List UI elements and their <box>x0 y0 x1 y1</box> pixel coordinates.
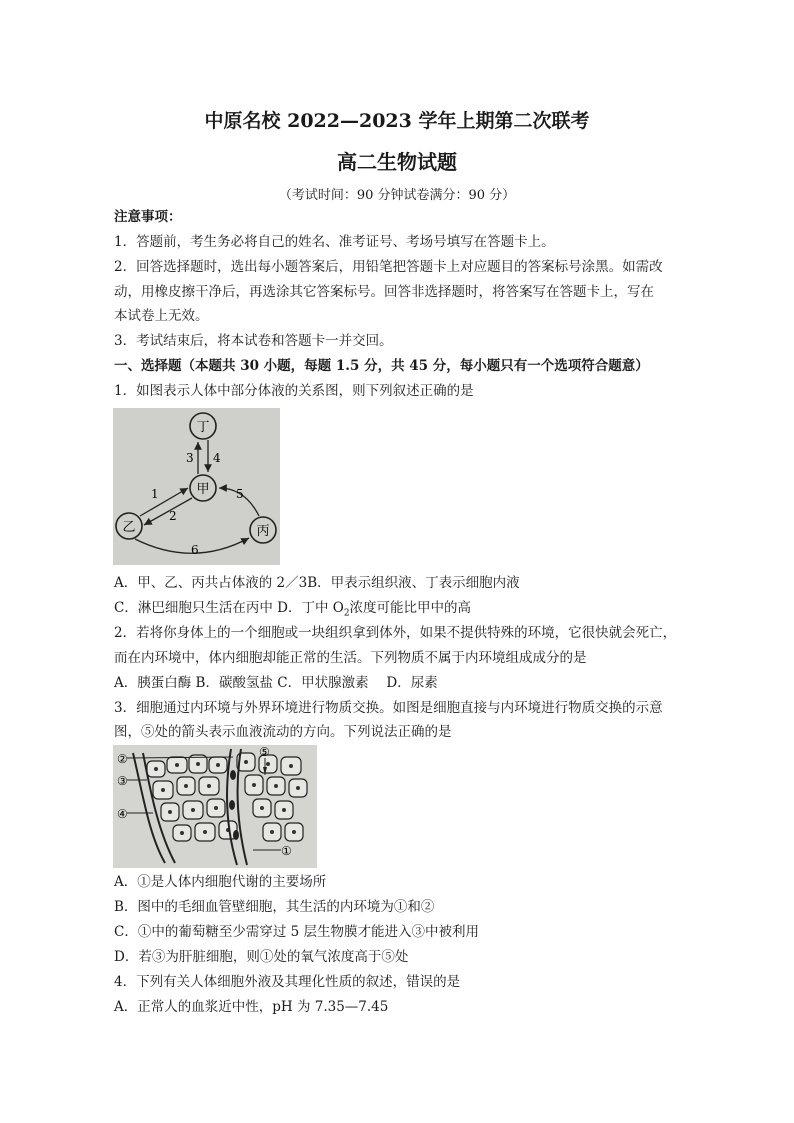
q1-options-cd <box>114 598 684 624</box>
q1-diagram-svg <box>113 408 280 565</box>
q3-option-a: A．①是人体内细胞代谢的主要场所 <box>114 874 327 890</box>
label-circle-5: ⑤ <box>259 745 270 759</box>
q3-diagram-svg <box>113 745 317 868</box>
arrow-2 <box>144 498 192 525</box>
notice-item: 1．答题前，考生务必将自己的姓名、准考证号、考场号填写在答题卡上。 <box>114 234 555 250</box>
section-heading: 一、选择题（本题共 30 小题，每题 1.5 分，共 45 分，每小题只有一个选项符合题意） <box>114 358 649 374</box>
q1-options-cd-sub: 2 <box>343 608 350 619</box>
notice-heading: 注意事项： <box>114 209 182 225</box>
q3-stem-line2: 图，⑤处的箭头表示血液流动的方向。下列说法正确的是 <box>114 724 452 740</box>
notice-item: 3．考试结束后，将本试卷和答题卡一并交回。 <box>114 333 393 349</box>
label-2: 2 <box>169 509 177 523</box>
q2-stem-line2: 而在内环境中，体内细胞却能正常的生活。下列物质不属于内环境组成成分的是 <box>114 650 587 666</box>
exam-subject-title: 高二生物试题 <box>337 150 457 174</box>
label-1: 1 <box>151 487 159 501</box>
label-6: 6 <box>191 543 199 557</box>
label-5: 5 <box>236 487 244 501</box>
q2-stem-line1: 2．若将你身体上的一个细胞或一块组织拿到体外，如果不提供特殊的环境，它很快就会死亡， <box>114 625 677 641</box>
label-ding: 丁 <box>196 420 210 435</box>
q4-option-a: A．正常人的血浆近中性，pH 为 7.35—7.45 <box>114 999 389 1015</box>
arrow-1 <box>140 488 188 516</box>
q1-stem: 1．如图表示人体中部分体液的关系图，则下列叙述正确的是 <box>114 383 474 399</box>
q3-option-d: D．若③为肝脏细胞，则①处的氧气浓度高于⑤处 <box>114 949 409 965</box>
label-circle-3: ③ <box>117 774 128 788</box>
notice-item: 动，用橡皮擦干净后，再选涂其它答案标号。回答非选择题时，将答案写在答题卡上，写在 <box>114 284 654 300</box>
q4-stem: 4．下列有关人体细胞外液及其理化性质的叙述，错误的是 <box>114 974 461 990</box>
q2-options: A．胰蛋白酶 B．碳酸氢盐 C．甲状腺激素 D．尿素 <box>114 675 438 691</box>
q1-options-cd-pre: C．淋巴细胞只生活在丙中 D．丁中 O <box>114 600 344 616</box>
label-bing: 丙 <box>256 524 270 539</box>
label-jia: 甲 <box>196 482 210 497</box>
q3-stem-line1: 3．细胞通过内环境与外界环境进行物质交换。如图是细胞直接与内环境进行物质交换的示意 <box>114 700 663 716</box>
exam-info: （考试时间：90 分钟试卷满分：90 分） <box>278 188 516 203</box>
label-circle-2: ② <box>117 752 128 766</box>
exam-title: 中原名校 2022—2023 学年上期第二次联考 <box>204 110 590 132</box>
label-3: 3 <box>186 451 194 465</box>
q3-tissue-diagram <box>113 745 317 868</box>
q1-options-ab: A．甲、乙、丙共占体液的 2／3B．甲表示组织液、丁表示细胞内液 <box>114 575 520 591</box>
notice-item: 本试卷上无效。 <box>114 308 209 324</box>
label-4: 4 <box>213 451 221 465</box>
notice-item: 2．回答选择题时，选出每小题答案后，用铅笔把答题卡上对应题目的答案标号涂黑。如需改 <box>114 259 663 275</box>
label-circle-4: ④ <box>117 807 128 821</box>
q3-option-c: C．①中的葡萄糖至少需穿过 5 层生物膜才能进入③中被利用 <box>114 924 480 940</box>
q3-option-b: B．图中的毛细血管壁细胞，其生活的内环境为①和② <box>114 899 435 915</box>
label-yi: 乙 <box>122 520 136 535</box>
q1-body-fluid-diagram <box>113 408 280 565</box>
label-circle-1: ① <box>281 844 292 858</box>
q1-options-cd-post: 浓度可能比甲中的高 <box>349 600 472 616</box>
